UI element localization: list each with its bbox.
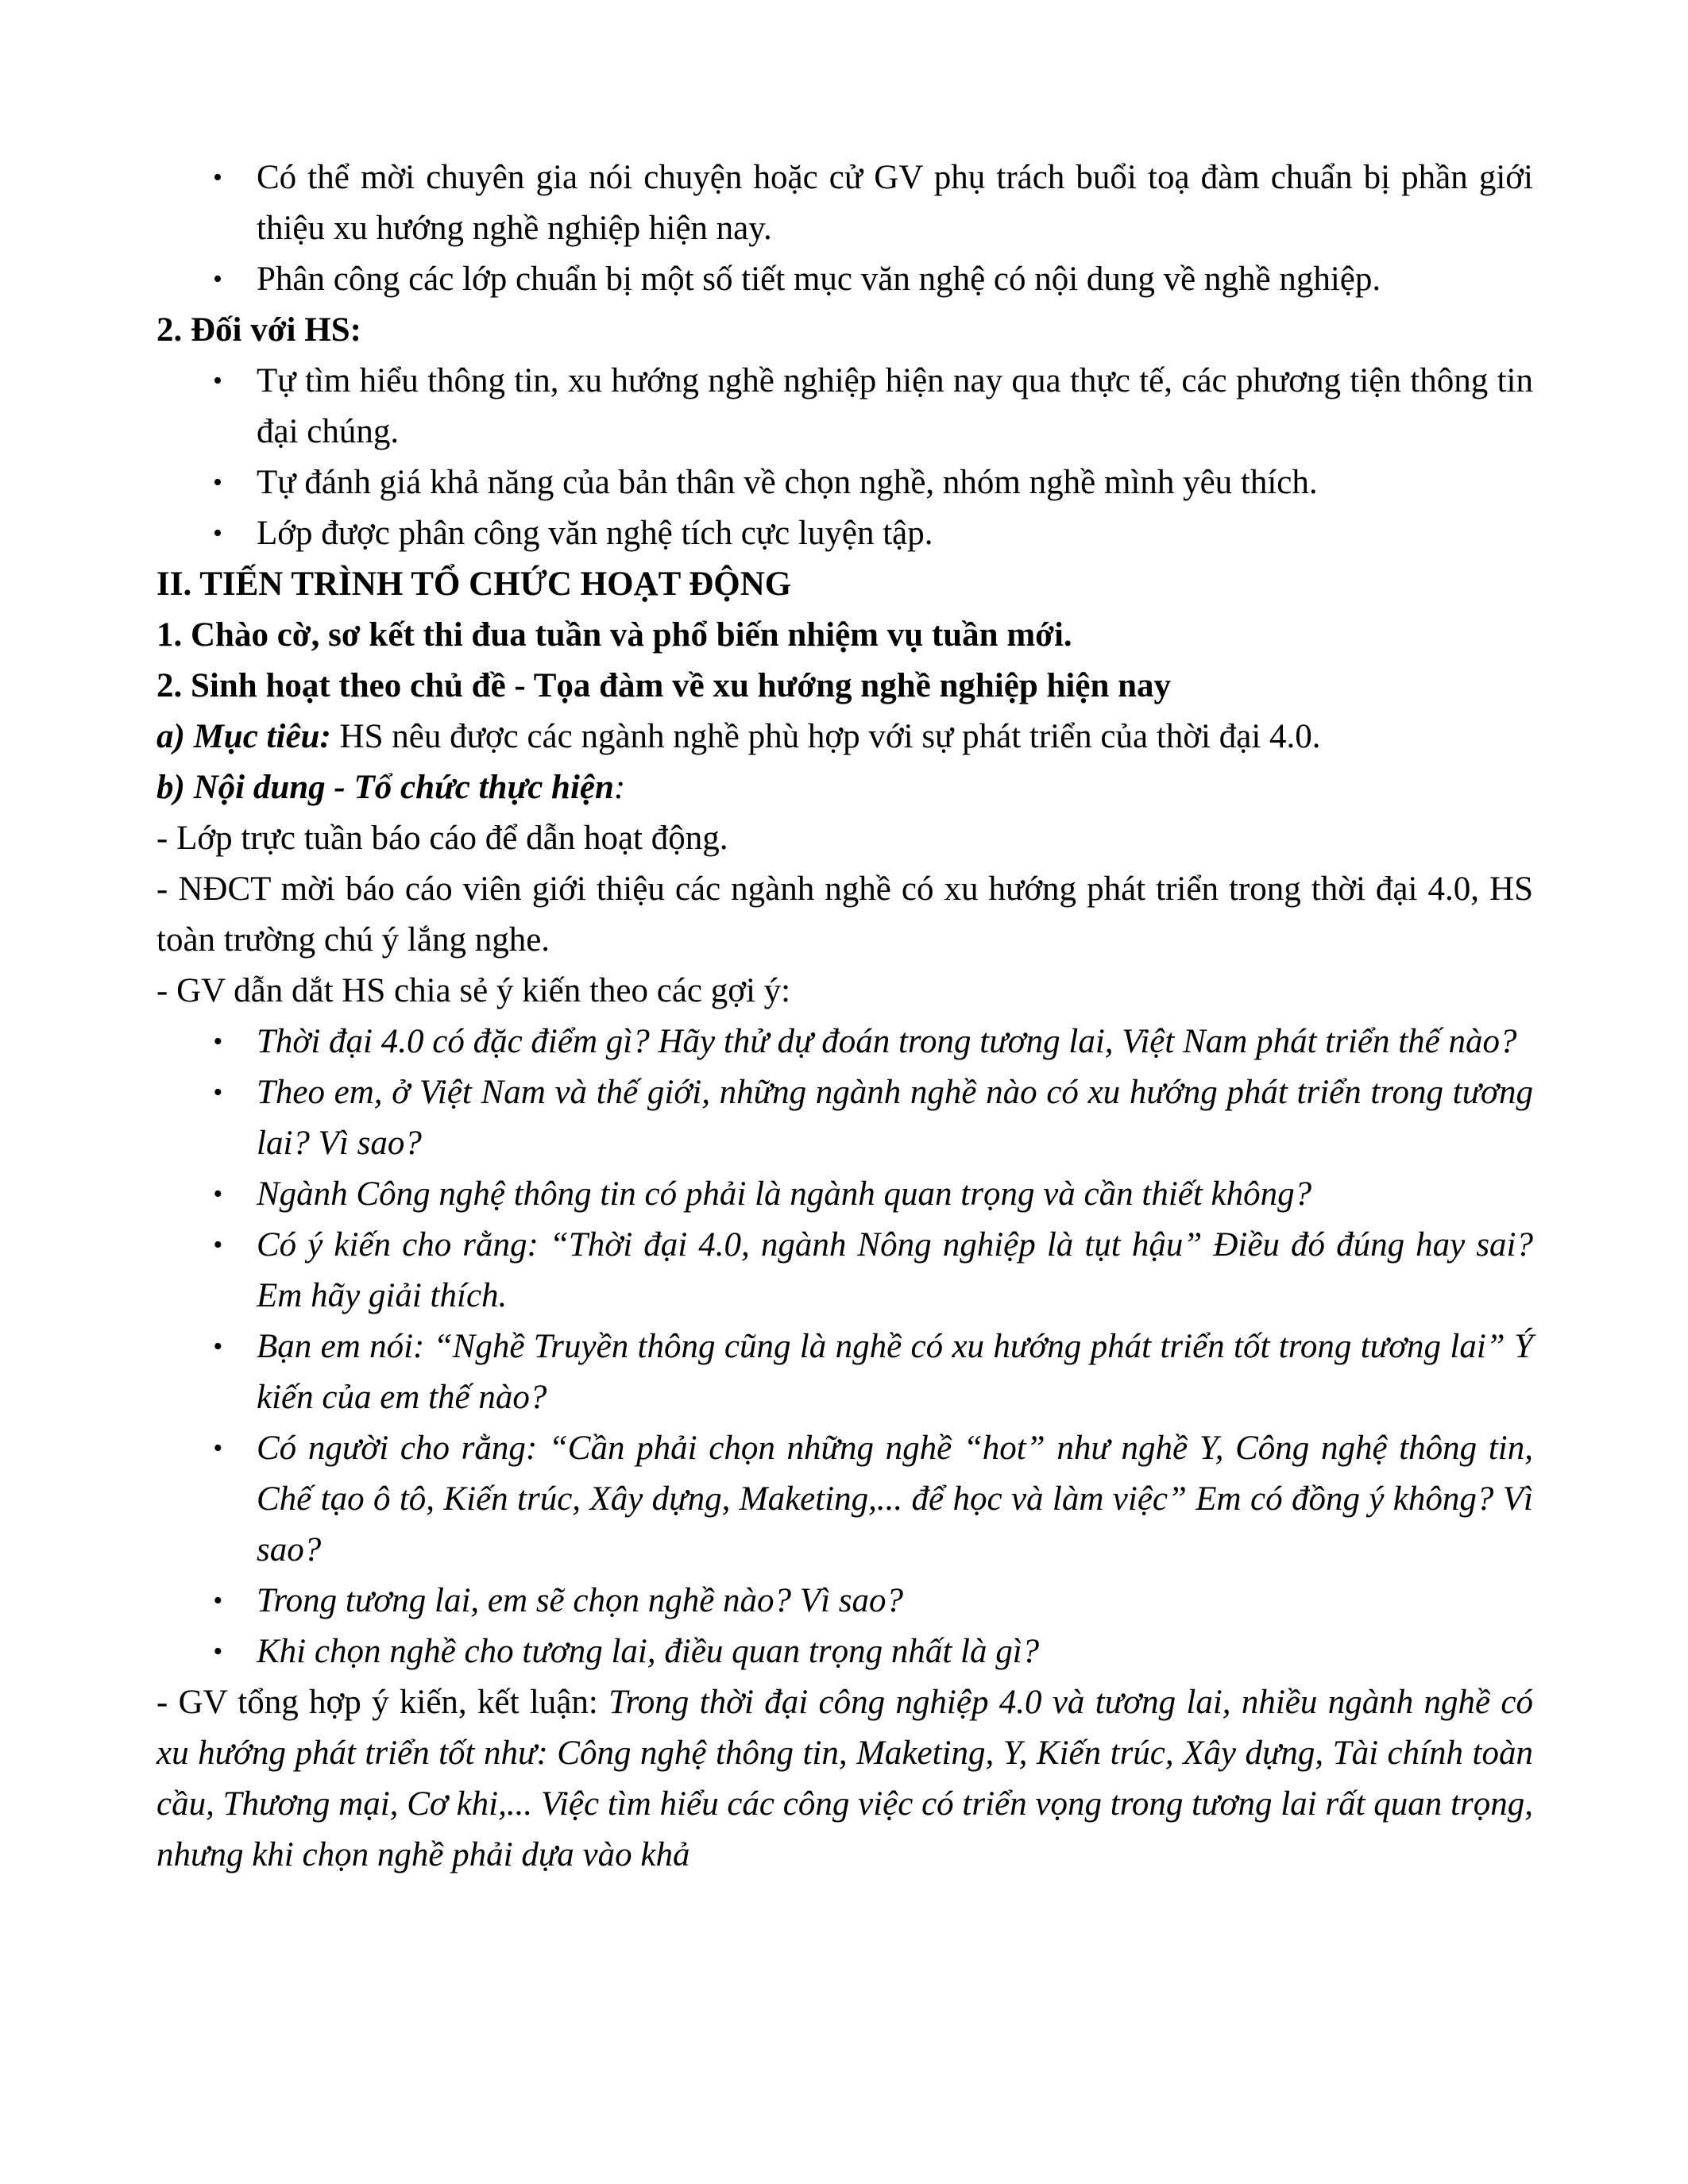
step-paragraph: - NĐCT mời báo cáo viên giới thiệu các ngành nghề có xu hướng phát triển trong thời đại 4.0, HS toàn trường chú ý lắng nghe.	[156, 870, 1533, 959]
muc-tieu-label: a) Mục tiêu:	[156, 718, 331, 755]
bullet-icon: •	[213, 264, 222, 294]
question-item	[156, 1322, 1533, 1423]
bullet-icon: •	[213, 1637, 222, 1666]
muc-tieu-text: HS nêu được các ngành nghề phù hợp với sự phát triển của thời đại 4.0.	[330, 718, 1321, 755]
bullet-icon: •	[213, 1332, 222, 1361]
hs-heading: 2. Đối với HS:	[156, 311, 361, 349]
hs-item-text: Lớp được phân công văn nghệ tích cực luyện tập.	[257, 515, 933, 552]
conclusion-lead: - GV tổng hợp ý kiến, kết luận:	[156, 1684, 609, 1721]
hs-item-text: Tự đánh giá khả năng của bản thân về chọn nghề, nhóm nghề mình yêu thích.	[257, 464, 1318, 501]
question-item	[156, 1626, 1533, 1677]
bullet-icon: •	[213, 366, 222, 396]
step-paragraph: - Lớp trực tuần báo cáo để dẫn hoạt động.	[156, 820, 728, 857]
noi-dung-label: b) Nội dung - Tổ chức thực hiện	[156, 769, 614, 806]
list-item	[156, 254, 1533, 305]
step-paragraph: - GV dẫn dắt HS chia sẻ ý kiến theo các gợi ý:	[156, 972, 791, 1009]
question-text: Có người cho rằng: “Cần phải chọn những nghề “hot” như nghề Y, Công nghệ thông tin, Chế tạo ô tô, Kiến trúc, Xây dựng, Maketing,... để học và làm việc” Em có đồng ý không? Vì sao?	[257, 1430, 1533, 1569]
question-item	[156, 1576, 1533, 1626]
bullet-icon: •	[213, 163, 222, 192]
question-text: Khi chọn nghề cho tương lai, điều quan trọng nhất là gì?	[257, 1633, 1040, 1670]
bullet-icon: •	[213, 1433, 222, 1463]
subsection-heading-2: 2. Sinh hoạt theo chủ đề - Tọa đàm về xu hướng nghề nghiệp hiện nay	[156, 667, 1172, 704]
bullet-icon: •	[213, 519, 222, 548]
question-item	[156, 1067, 1533, 1169]
question-text: Thời đại 4.0 có đặc điểm gì? Hãy thử dự đoán trong tương lai, Việt Nam phát triển thế nào?	[257, 1023, 1517, 1060]
question-item	[156, 1017, 1533, 1067]
hs-item-text: Tự tìm hiểu thông tin, xu hướng nghề nghiệp hiện nay qua thực tế, các phương tiện thông tin đại chúng.	[257, 362, 1533, 450]
question-text: Ngành Công nghệ thông tin có phải là ngành quan trọng và cần thiết không?	[257, 1175, 1312, 1213]
question-item	[156, 1220, 1533, 1322]
document-page	[156, 152, 1533, 1881]
conclusion-paragraph	[156, 1677, 1533, 1881]
noi-dung-paragraph	[156, 762, 1533, 813]
question-item	[156, 1169, 1533, 1220]
question-item	[156, 1423, 1533, 1576]
list-item	[156, 152, 1533, 254]
conclusion-text: Trong thời đại công nghiệp 4.0 và tương lai, nhiều ngành nghề có xu hướng phát triển tốt như: Công nghệ thông tin, Maketing, Y, Kiến trúc, Xây dựng, Tài chính toàn cầu, Thương mại, Cơ khi,... Việc tìm hiểu các công việc có triển vọng trong tương lai rất quan trọng, nhưng khi chọn nghề phải dựa vào khả	[156, 1684, 1533, 1873]
subsection-heading-1: 1. Chào cờ, sơ kết thi đua tuần và phổ biến nhiệm vụ tuần mới.	[156, 616, 1072, 654]
section-heading: II. TIẾN TRÌNH TỔ CHỨC HOẠT ĐỘNG	[156, 565, 792, 603]
bullet-icon: •	[213, 1586, 222, 1615]
muc-tieu-paragraph	[156, 712, 1533, 762]
list-item	[156, 356, 1533, 457]
question-text: Theo em, ở Việt Nam và thế giới, những ngành nghề nào có xu hướng phát triển trong tương lai? Vì sao?	[257, 1074, 1533, 1162]
question-text: Trong tương lai, em sẽ chọn nghề nào? Vì sao?	[257, 1582, 903, 1619]
list-item	[156, 508, 1533, 559]
bullet-icon: •	[213, 468, 222, 497]
gv-item-text: Phân công các lớp chuẩn bị một số tiết mục văn nghệ có nội dung về nghề nghiệp.	[257, 260, 1381, 298]
bullet-icon: •	[213, 1230, 222, 1260]
bullet-icon: •	[213, 1078, 222, 1107]
question-text: Có ý kiến cho rằng: “Thời đại 4.0, ngành Nông nghiệp là tụt hậu” Điều đó đúng hay sai? Em hãy giải thích.	[257, 1226, 1533, 1314]
question-text: Bạn em nói: “Nghề Truyền thông cũng là nghề có xu hướng phát triển tốt trong tương lai” Ý kiến của em thế nào?	[257, 1328, 1533, 1416]
gv-item-text: Có thể mời chuyên gia nói chuyện hoặc cử GV phụ trách buổi toạ đàm chuẩn bị phần giới thiệu xu hướng nghề nghiệp hiện nay.	[257, 159, 1533, 247]
noi-dung-colon: :	[613, 769, 626, 806]
bullet-icon: •	[213, 1179, 222, 1209]
list-item	[156, 457, 1533, 508]
bullet-icon: •	[213, 1027, 222, 1056]
